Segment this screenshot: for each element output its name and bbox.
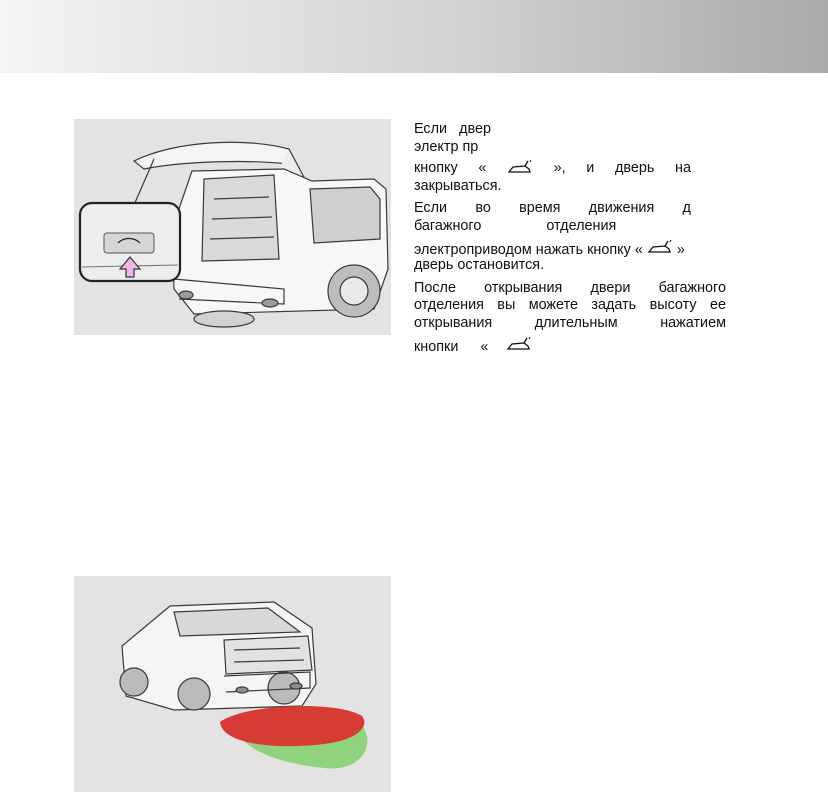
- word: и: [586, 160, 595, 177]
- word: багажного: [658, 279, 726, 296]
- word: нажатием: [660, 314, 726, 331]
- p1-line4: закрываться.: [414, 177, 502, 194]
- p2-line4: дверь остановится.: [414, 257, 545, 274]
- word: двер: [459, 121, 491, 137]
- p3-line2: [414, 297, 726, 315]
- word: «: [480, 338, 489, 355]
- word: пр: [462, 138, 479, 155]
- word: движения: [588, 200, 655, 217]
- word: кнопку: [414, 160, 458, 177]
- p3-line1: [414, 280, 726, 298]
- tailgate-sweep-zone-illustration: [74, 576, 391, 792]
- red-sweep-zone: [220, 706, 364, 746]
- word: на: [675, 160, 691, 177]
- tailgate-open-icon: [506, 337, 532, 353]
- tailgate-open-icon: [647, 240, 673, 256]
- car-rear-open-drawing: [74, 119, 391, 335]
- word: отделения: [414, 297, 484, 314]
- word: »,: [553, 160, 566, 177]
- word: Если: [414, 121, 448, 137]
- word: время: [519, 200, 561, 217]
- p1-line1: [414, 121, 726, 139]
- word: открывания: [484, 279, 563, 296]
- word: открывания: [414, 314, 493, 331]
- word: во: [475, 200, 491, 217]
- word: д: [682, 200, 691, 217]
- word: можете: [528, 297, 579, 314]
- p3-line4: [414, 337, 726, 355]
- word: высоту: [649, 297, 697, 314]
- p1-line3: [414, 160, 691, 178]
- p2-line3: [414, 240, 726, 258]
- car-rear-zone-drawing: [74, 576, 391, 792]
- p1-line2: [414, 139, 726, 157]
- word: ее: [709, 297, 726, 314]
- word: отделения: [546, 217, 617, 234]
- word: двери: [590, 279, 631, 296]
- text: электроприводом нажать кнопку «: [414, 241, 643, 258]
- word: «: [478, 160, 487, 177]
- text: »: [676, 241, 685, 258]
- p2-line2: [414, 218, 726, 236]
- word: багажного: [414, 217, 482, 234]
- word: После: [414, 279, 456, 296]
- word: задать: [591, 297, 637, 314]
- p3-line3: [414, 315, 726, 333]
- tailgate-open-icon: [507, 160, 533, 178]
- word: электр: [414, 138, 459, 155]
- word: длительным: [534, 314, 618, 331]
- word: кнопки: [414, 338, 459, 355]
- p2-line1: [414, 200, 691, 218]
- tailgate-open-illustration: [74, 119, 391, 335]
- word: вы: [497, 297, 516, 314]
- header-band: [0, 0, 828, 73]
- word: дверь: [614, 160, 655, 177]
- word: Если: [414, 200, 448, 217]
- instruction-text: [414, 121, 726, 354]
